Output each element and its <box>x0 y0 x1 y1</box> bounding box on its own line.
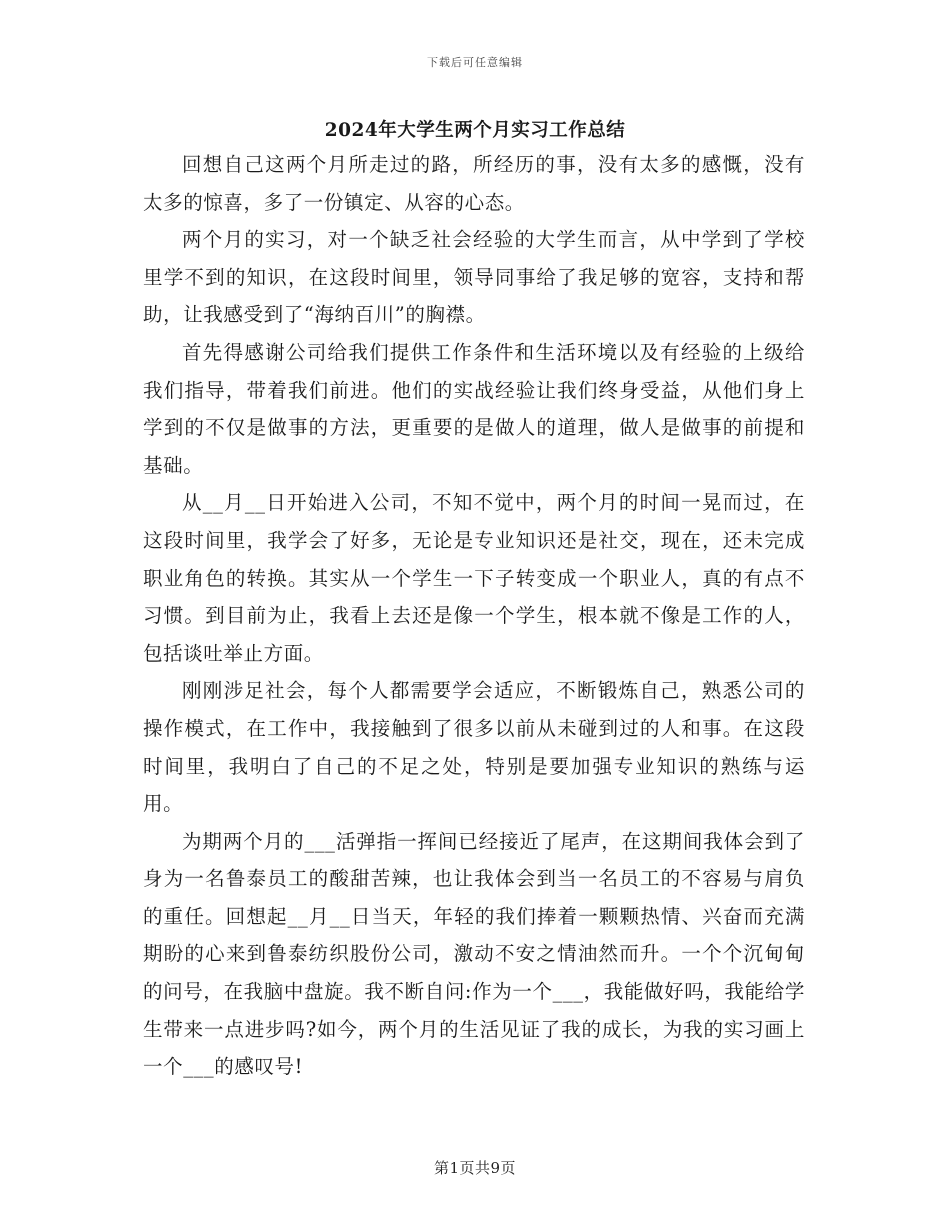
paragraph: 从__月__日开始进入公司，不知不觉中，两个月的时间一晃而过，在这段时间里，我学会了好多，无论是专业知识还是社交，现在，还未完成职业角色的转换。其实从一个学生一下子转变成一个职业人，真的有点不习惯。到目前为止，我看上去还是像一个学生，根本就不像是工作的人，包括谈吐举止方面。 <box>143 491 805 665</box>
document-body <box>143 146 805 1086</box>
paragraph: 首先得感谢公司给我们提供工作条件和生活环境以及有经验的上级给我们指导，带着我们前进。他们的实战经验让我们终身受益，从他们身上学到的不仅是做事的方法，更重要的是做人的道理，做人是做事的前提和基础。 <box>143 340 805 477</box>
page-number: 第1页共9页 <box>433 1159 517 1177</box>
paragraph: 刚刚涉足社会，每个人都需要学会适应，不断锻炼自己，熟悉公司的操作模式，在工作中，我接触到了很多以前从未碰到过的人和事。在这段时间里，我明白了自己的不足之处，特别是要加强专业知识的熟练与运用。 <box>143 679 805 816</box>
paragraph: 两个月的实习，对一个缺乏社会经验的大学生而言，从中学到了学校里学不到的知识，在这段时间里，领导同事给了我足够的宽容，支持和帮助，让我感受到了“海纳百川”的胸襟。 <box>143 228 805 327</box>
page-header: 下载后可任意编辑 <box>427 56 523 69</box>
paragraph: 为期两个月的___活弹指一挥间已经接近了尾声，在这期间我体会到了身为一名鲁泰员工的酸甜苦辣，也让我体会到当一名员工的不容易与肩负的重任。回想起__月__日当天，年轻的我们捧着一颗颗热情、兴奋而充满期盼的心来到鲁泰纺织股份公司，激动不安之情油然而升。一个个沉甸甸的问号，在我脑中盘旋。我不断自问:作为一个___，我能做好吗，我能给学生带来一点进步吗?如今，两个月的生活见证了我的成长，为我的实习画上一个___的感叹号! <box>143 829 805 1079</box>
paragraph: 回想自己这两个月所走过的路，所经历的事，没有太多的感慨，没有太多的惊喜，多了一份镇定、从容的心态。 <box>143 153 805 214</box>
document-title: 2024年大学生两个月实习工作总结 <box>324 120 626 141</box>
